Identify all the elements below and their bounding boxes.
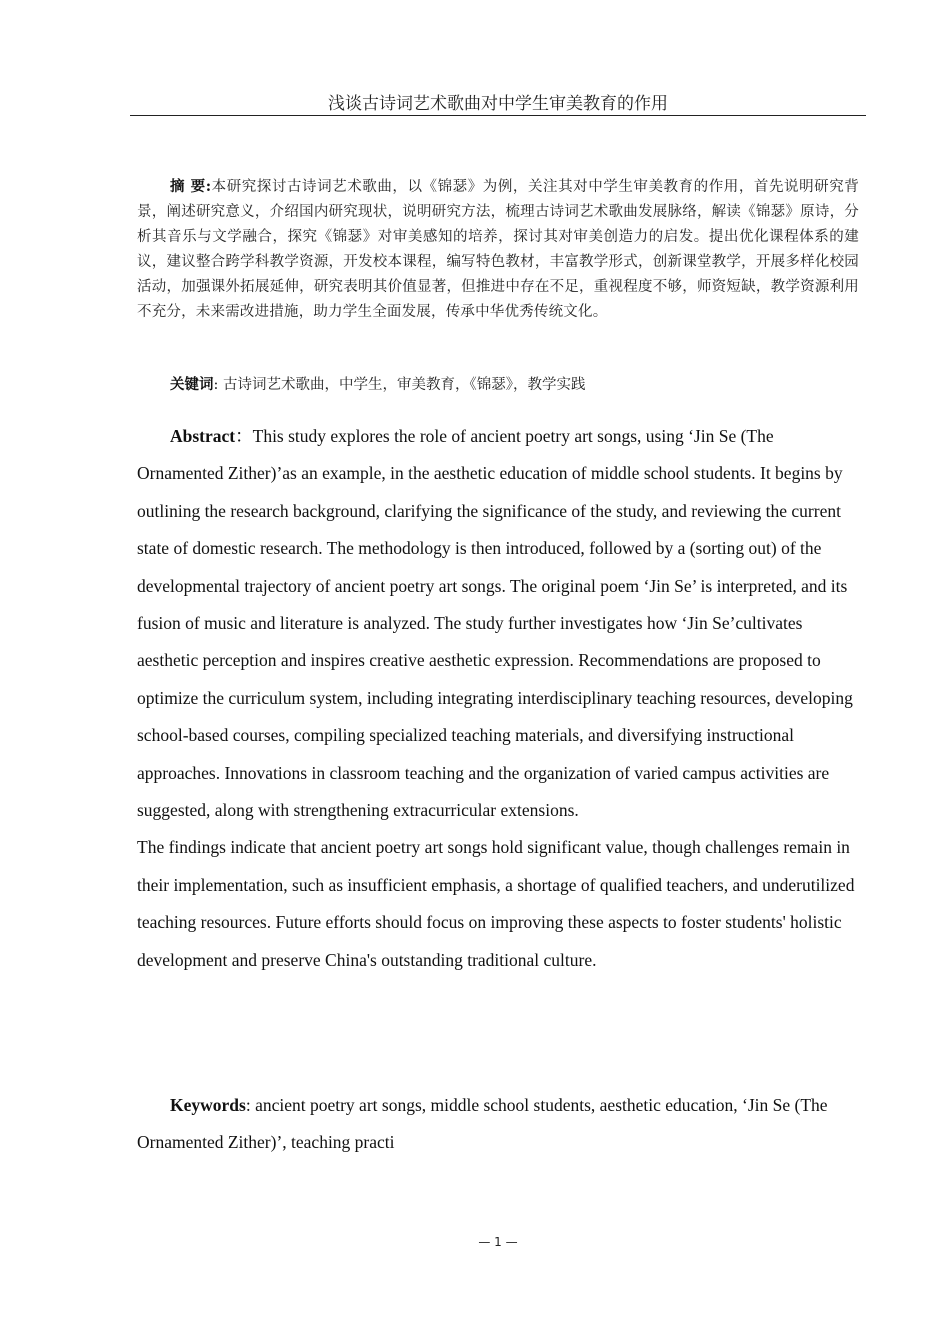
english-keywords-label: Keywords bbox=[170, 1095, 246, 1115]
chinese-keywords-label: 关键词 bbox=[170, 376, 214, 393]
english-keywords-text: : ancient poetry art songs, middle school students, aesthetic education, ‘Jin Se (The Ornamented Zither)’, teaching practi bbox=[137, 1095, 828, 1153]
chinese-abstract-label: 摘 要: bbox=[170, 178, 212, 195]
header-rule bbox=[130, 115, 866, 116]
chinese-keywords-text: : 古诗词艺术歌曲，中学生，审美教育，《锦瑟》，教学实践 bbox=[213, 377, 586, 393]
page-number: — 1 — bbox=[478, 1235, 518, 1249]
chinese-abstract-text: 本研究探讨古诗词艺术歌曲，以《锦瑟》为例，关注其对中学生审美教育的作用，首先说明研究背景，阐述研究意义，介绍国内研究现状，说明研究方法，梳理古诗词艺术歌曲发展脉络，解读《锦瑟》原诗，分析其音乐与文学融合，探究《锦瑟》对审美感知的培养，探讨其对审美创造力的启发。提出优化课程体系的建议，建议整合跨学科教学资源，开发校本课程，编写特色教材，丰富教学形式，创新课堂教学，开展多样化校园活动，加强课外拓展延伸，研究表明其价值显著，但推进中存在不足，重视程度不够，师资短缺，教学资源利用不充分，未来需改进措施，助力学生全面发展，传承中华优秀传统文化。 bbox=[137, 179, 859, 320]
english-abstract-label: Abstract bbox=[170, 426, 236, 446]
chinese-keywords bbox=[137, 373, 859, 397]
english-keywords bbox=[137, 1087, 859, 1162]
running-header-title: 浅谈古诗词艺术歌曲对中学生审美教育的作用 bbox=[328, 94, 668, 114]
english-abstract-paragraph-2: The findings indicate that ancient poetry art songs hold significant value, though challenges remain in their implementation, such as insufficient emphasis, a shortage of qualified teachers, and underutilized teaching resources. Future efforts should focus on improving these aspects to foster students' holistic development and preserve China's outstanding traditional culture. bbox=[137, 837, 855, 970]
english-abstract-text-1: This study explores the role of ancient poetry art songs, using ‘Jin Se (The Ornamented Zither)’as an example, in the aesthetic education of middle school students. It begins by outlining the research background, clarifying the significance of the study, and reviewing the current state of domestic research. The methodology is then introduced, followed by a (sorting out) of the developmental trajectory of ancient poetry art songs. The original poem ‘Jin Se’ is interpreted, and its fusion of music and literature is analyzed. The study further investigates how ‘Jin Se’cultivates aesthetic perception and inspires creative aesthetic expression. Recommendations are proposed to optimize the curriculum system, including integrating interdisciplinary teaching resources, developing school-based courses, compiling specialized teaching materials, and diversifying instructional approaches. Innovations in classroom teaching and the organization of varied campus activities are suggested, along with strengthening extracurricular extensions. bbox=[137, 426, 853, 821]
english-abstract-separator: ： bbox=[235, 426, 253, 446]
chinese-abstract bbox=[137, 174, 859, 325]
english-abstract bbox=[137, 418, 859, 979]
english-abstract-paragraph-1 bbox=[137, 418, 859, 829]
